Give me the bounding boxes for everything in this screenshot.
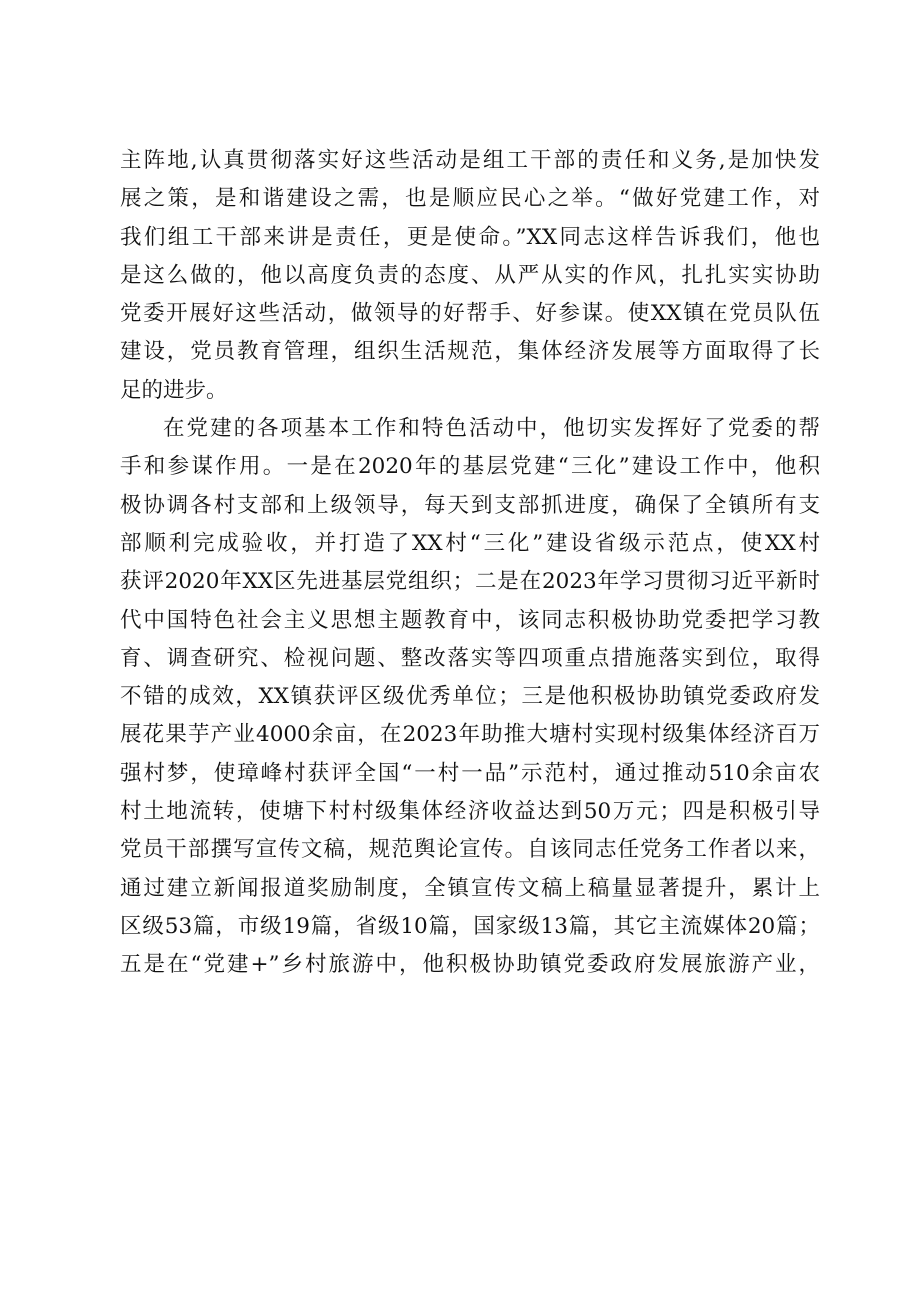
text-line: 党员干部撰写宣传文稿，规范舆论宣传。自该同志任党务工作者以来，	[120, 837, 820, 863]
text-line: 足的进步。	[120, 377, 228, 403]
text-line: 通过建立新闻报道奖励制度，全镇宣传文稿上稿量显著提升，累计上	[120, 875, 820, 901]
text-line: 展花果芋产业4000余亩，在2023年助推大塘村实现村级集体经济百万	[120, 722, 820, 748]
text-line: 育、调查研究、检视问题、整改落实等四项重点措施落实到位，取得	[120, 645, 820, 671]
paragraph-1	[120, 142, 820, 410]
text-line: 主阵地,认真贯彻落实好这些活动是组工干部的责任和义务,是加快发	[120, 148, 820, 173]
text-line: 党委开展好这些活动，做领导的好帮手、好参谋。使XX镇在党员队伍	[120, 301, 820, 327]
text-line: 手和参谋作用。一是在2020年的基层党建“三化”建设工作中，他积	[120, 454, 820, 480]
text-line: 不错的成效，XX镇获评区级优秀单位；三是他积极协助镇党委政府发	[120, 684, 820, 710]
text-line: 极协调各村支部和上级领导，每天到支部抓进度，确保了全镇所有支	[120, 492, 820, 518]
text-line: 获评2020年XX区先进基层党组织；二是在2023年学习贯彻习近平新时	[120, 569, 820, 595]
text-line: 强村梦，使璋峰村获评全国“一村一品”示范村，通过推动510余亩农	[120, 760, 820, 786]
text-line: 是这么做的，他以高度负责的态度、从严从实的作风，扎扎实实协助	[120, 262, 820, 288]
text-line: 在党建的各项基本工作和特色活动中，他切实发挥好了党委的帮	[163, 416, 820, 442]
text-line: 展之策，是和谐建设之需，也是顺应民心之举。“做好党建工作，对	[120, 186, 820, 212]
paragraph-2	[120, 410, 820, 984]
text-line: 村土地流转，使塘下村村级集体经济收益达到50万元；四是积极引导	[120, 799, 820, 825]
text-line: 部顺利完成验收，并打造了XX村“三化”建设省级示范点，使XX村	[120, 530, 820, 556]
body-text	[120, 142, 820, 985]
text-line: 建设，党员教育管理，组织生活规范，集体经济发展等方面取得了长	[120, 339, 820, 365]
text-line: 我们组工干部来讲是责任，更是使命。”XX同志这样告诉我们，他也	[120, 224, 820, 250]
text-line: 五是在“党建+”乡村旅游中，他积极协助镇党委政府发展旅游产业，	[120, 952, 820, 978]
text-line: 区级53篇，市级19篇，省级10篇，国家级13篇，其它主流媒体20篇；	[120, 913, 820, 939]
text-line: 代中国特色社会主义思想主题教育中，该同志积极协助党委把学习教	[120, 607, 820, 633]
